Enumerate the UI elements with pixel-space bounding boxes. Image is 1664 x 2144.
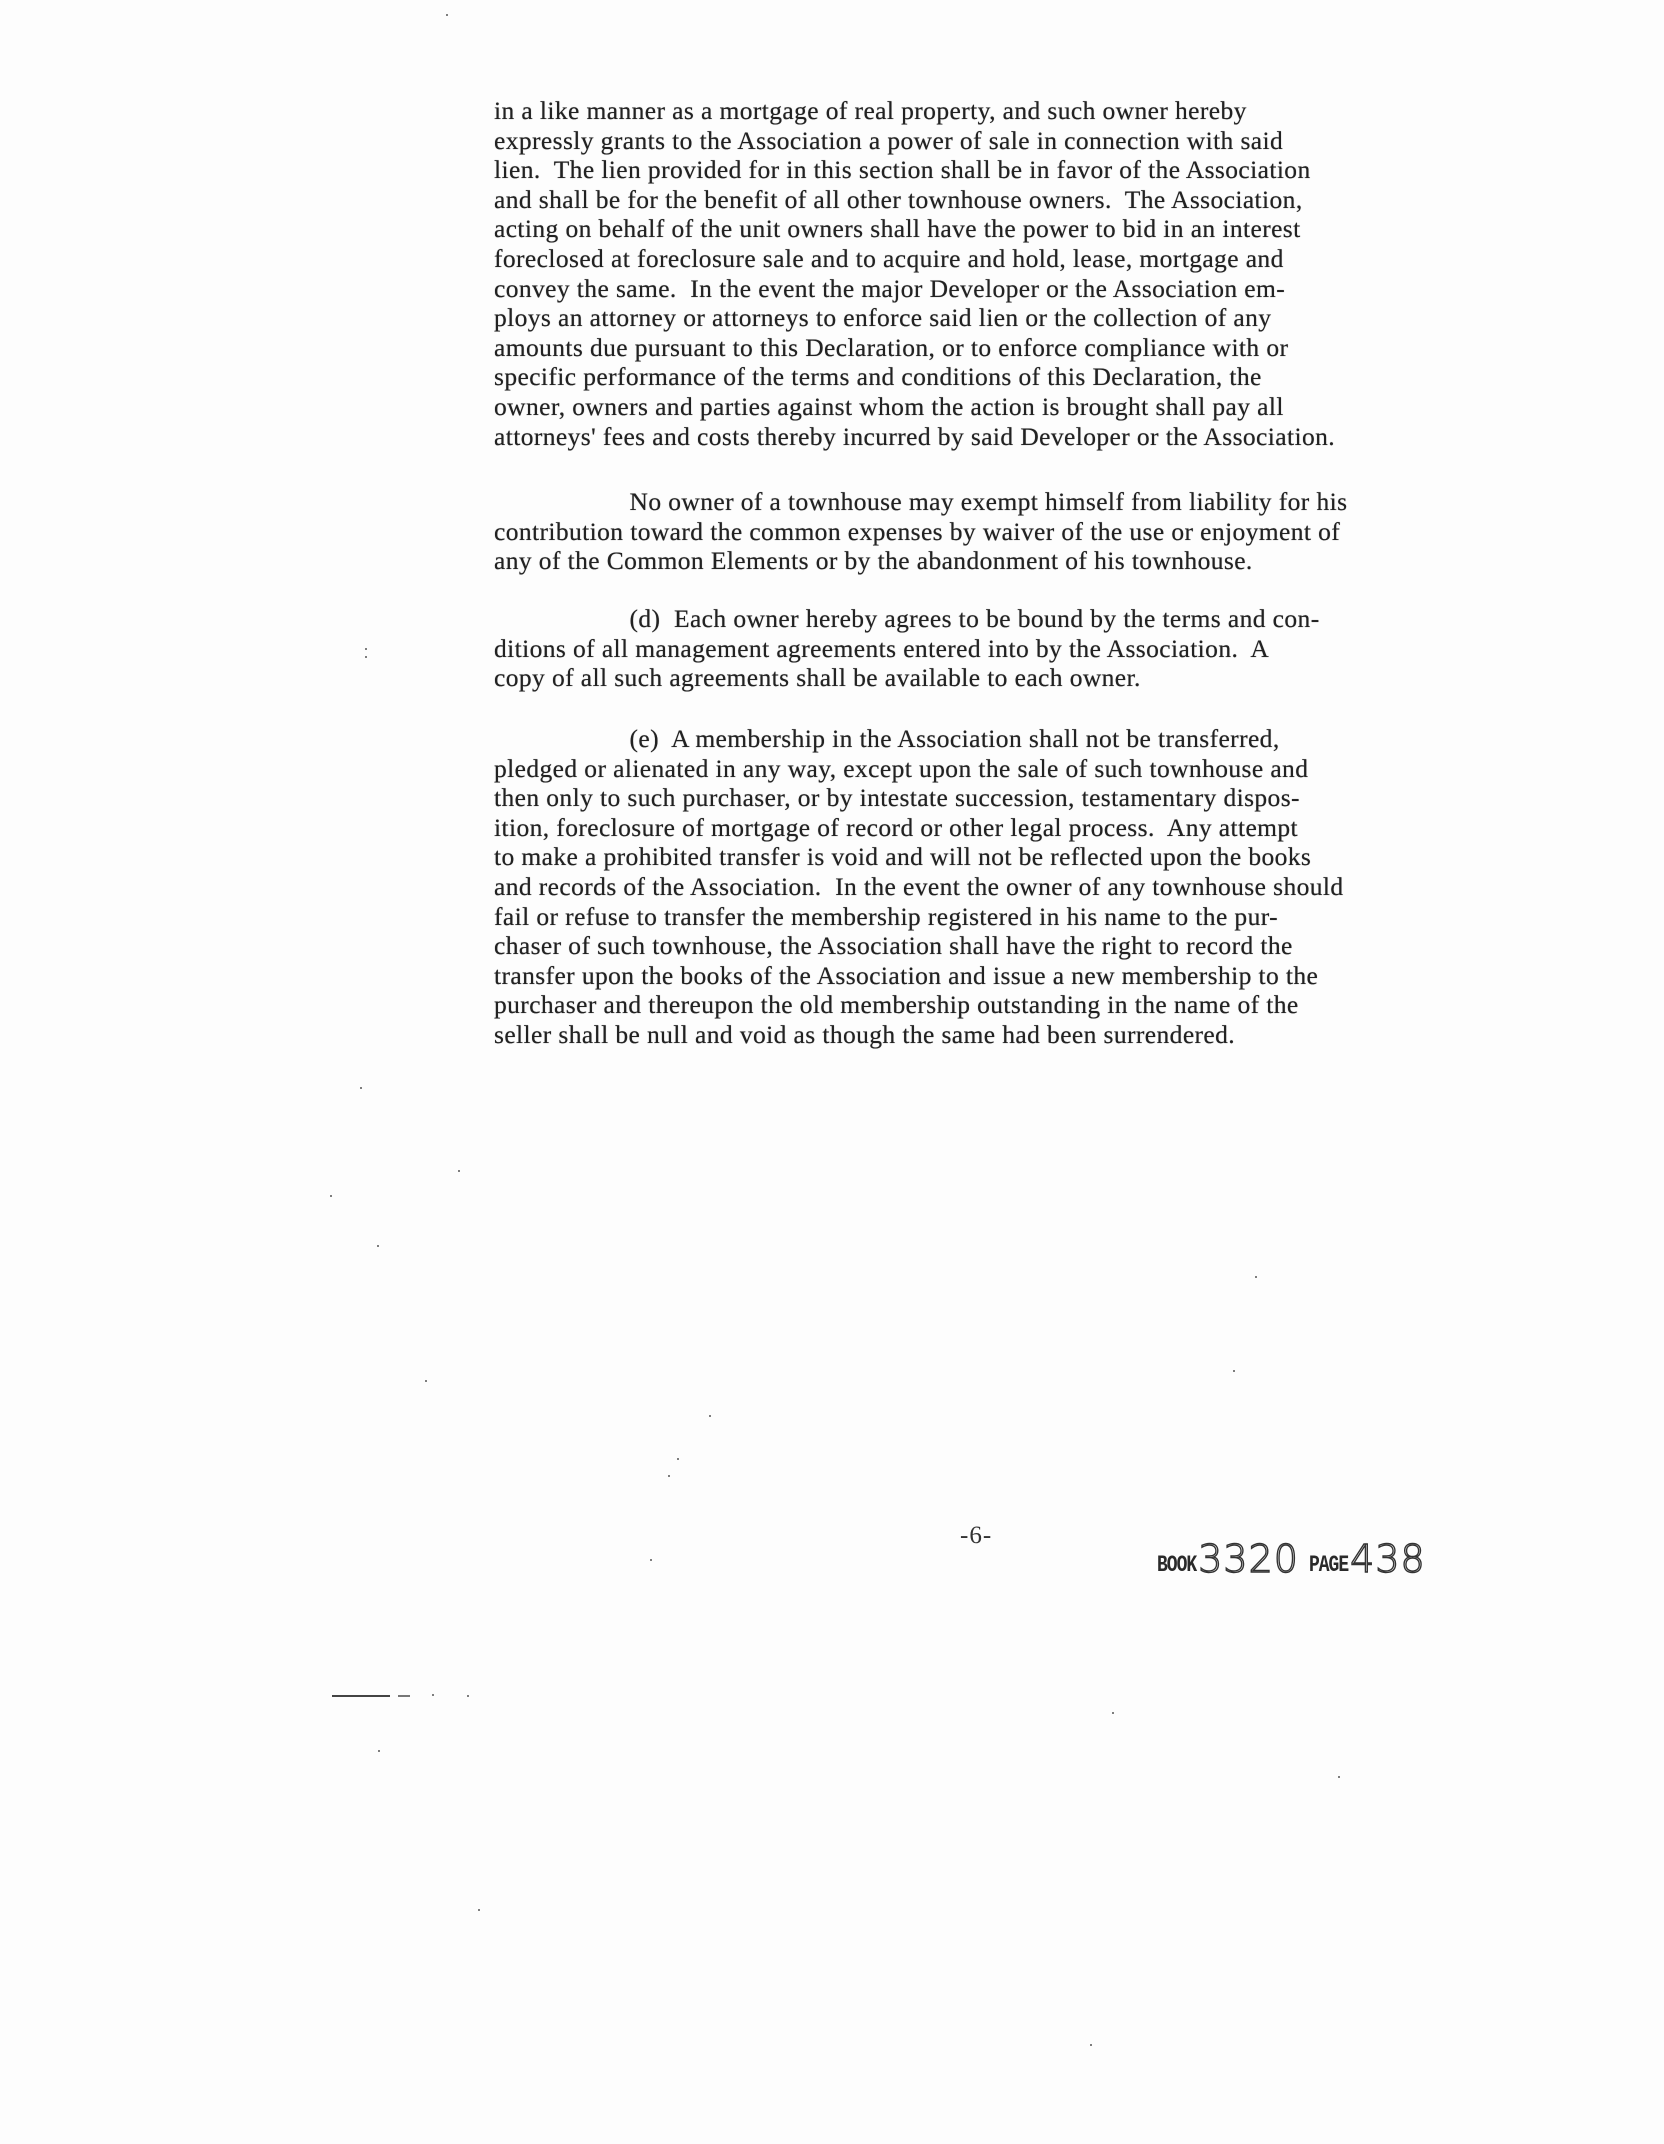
text-line: ditions of all management agreements entered into by the Association. A xyxy=(494,633,1270,663)
scan-speck xyxy=(478,1909,480,1911)
book-label: BOOK xyxy=(1157,1553,1197,1579)
text-line: specific performance of the terms and conditions of this Declaration, the xyxy=(494,362,1262,392)
scan-speck xyxy=(425,1380,427,1382)
paragraph-no-exemption xyxy=(494,487,1550,576)
text-line: ition, foreclosure of mortgage of record or other legal process. Any attempt xyxy=(494,812,1299,842)
text-line: transfer upon the books of the Association and issue a new membership to the xyxy=(494,960,1319,990)
text-line: (d) Each owner hereby agrees to be bound by the terms and con- xyxy=(494,604,1320,633)
text-line: chaser of such townhouse, the Association shall have the right to record the xyxy=(494,931,1293,961)
scan-speck xyxy=(650,1559,652,1561)
scan-mark xyxy=(332,1695,390,1697)
text-line: pledged or alienated in any way, except upon the sale of such townhouse and xyxy=(494,753,1309,783)
scan-speck xyxy=(458,1170,460,1172)
scan-speck xyxy=(360,1087,362,1089)
scan-speck xyxy=(446,14,448,16)
text-line: lien. The lien provided for in this section shall be in favor of the Association xyxy=(494,155,1311,185)
scan-speck xyxy=(709,1415,711,1417)
text-line: copy of all such agreements shall be available to each owner. xyxy=(494,663,1141,693)
text-line: (e) A membership in the Association shall not be transferred, xyxy=(494,724,1280,753)
text-line: acting on behalf of the unit owners shall have the power to bid in an interest xyxy=(494,214,1301,244)
scan-speck xyxy=(668,1475,670,1477)
scan-speck xyxy=(467,1695,469,1697)
text-line: attorneys' fees and costs thereby incurred by said Developer or the Association. xyxy=(494,421,1336,451)
scan-speck xyxy=(365,656,367,658)
paragraph-e-membership-transfer xyxy=(494,724,1550,1050)
paragraph-lien xyxy=(494,96,1550,451)
scan-mark xyxy=(398,1695,410,1697)
text-line: in a like manner as a mortgage of real property, and such owner hereby xyxy=(494,96,1247,125)
scan-speck xyxy=(1338,1776,1340,1778)
text-line: No owner of a townhouse may exempt himself from liability for his xyxy=(494,487,1348,516)
text-line: purchaser and thereupon the old membership outstanding in the name of the xyxy=(494,990,1299,1020)
text-line: expressly grants to the Association a power of sale in connection with said xyxy=(494,125,1284,155)
text-line: ploys an attorney or attorneys to enforce said lien or the collection of any xyxy=(494,303,1272,333)
text-line: seller shall be null and void as though the same had been surrendered. xyxy=(494,1019,1236,1049)
page-label: PAGE xyxy=(1308,1553,1349,1579)
paragraph-d-management-agreements xyxy=(494,604,1550,693)
scan-speck xyxy=(377,1245,379,1247)
scan-speck xyxy=(1090,2044,1092,2046)
page-number: -6- xyxy=(960,1522,993,1549)
scan-speck xyxy=(432,1694,434,1696)
text-line: foreclosed at foreclosure sale and to acquire and hold, lease, mortgage and xyxy=(494,243,1284,273)
text-line: and records of the Association. In the event the owner of any townhouse should xyxy=(494,871,1344,901)
text-line: and shall be for the benefit of all other townhouse owners. The Association, xyxy=(494,184,1303,214)
text-line: owner, owners and parties against whom the action is brought shall pay all xyxy=(494,391,1284,421)
scan-speck xyxy=(330,1195,332,1197)
page-value: 438 xyxy=(1350,1537,1426,1581)
text-line: fail or refuse to transfer the membership registered in his name to the pur- xyxy=(494,901,1279,931)
scan-speck xyxy=(365,648,367,650)
text-line: contribution toward the common expenses by waiver of the use or enjoyment of xyxy=(494,516,1341,546)
scan-speck xyxy=(1255,1276,1257,1278)
text-line: amounts due pursuant to this Declaration, or to enforce compliance with or xyxy=(494,332,1289,362)
scan-speck xyxy=(677,1458,679,1460)
scan-speck xyxy=(378,1750,380,1752)
book-page-stamp xyxy=(1157,1537,1436,1581)
text-line: convey the same. In the event the major Developer or the Association em- xyxy=(494,273,1286,303)
scan-speck xyxy=(1233,1370,1235,1372)
book-number: 3320 xyxy=(1198,1537,1299,1581)
text-line: then only to such purchaser, or by intestate succession, testamentary dispos- xyxy=(494,783,1300,813)
scan-speck xyxy=(1112,1712,1114,1714)
text-line: any of the Common Elements or by the abandonment of his townhouse. xyxy=(494,546,1253,576)
text-line: to make a prohibited transfer is void and will not be reflected upon the books xyxy=(494,842,1312,872)
